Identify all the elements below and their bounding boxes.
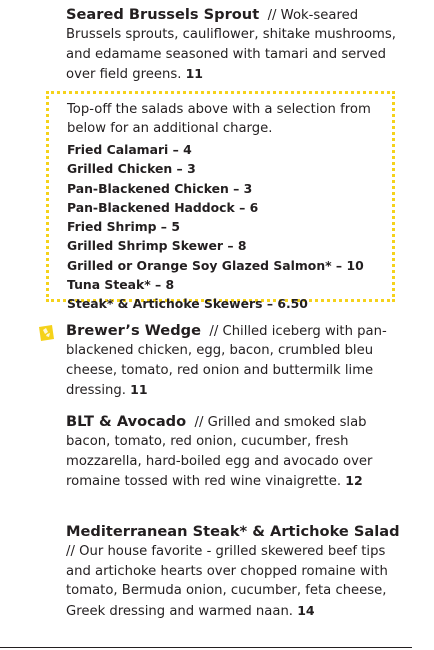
- item-description: Wok-seared Brussels sprouts, cauliflower, shitake mushrooms, and edamame seasoned with tamari and served over field greens.: [66, 8, 396, 83]
- addon-item: Fried Shrimp – 5: [67, 219, 180, 235]
- new-item-badge-icon: [37, 324, 55, 342]
- item-name: Brewer’s Wedge: [66, 322, 201, 339]
- item-description: Chilled iceberg with pan-blackened chicken, egg, bacon, crumbled bleu cheese, tomato, red onion and buttermilk lime dressing.: [66, 324, 387, 399]
- addon-item: Fried Calamari – 4: [67, 142, 192, 157]
- item-separator: //: [194, 415, 204, 430]
- addon-item: Grilled Chicken – 3: [67, 161, 196, 177]
- addon-item: Pan-Blackened Chicken – 3: [67, 180, 253, 196]
- menu-item-blt-avocado: [66, 412, 411, 492]
- menu-item-seared-brussels-sprout: [66, 5, 411, 85]
- item-price: 11: [130, 382, 148, 398]
- item-description: Grilled and smoked slab bacon, tomato, red onion, cucumber, fresh mozzarella, hard-boiled egg and avocado over romaine tossed with red wine vinaigrette.: [66, 415, 373, 490]
- addon-item: Grilled Shrimp Skewer – 8: [67, 238, 247, 254]
- item-separator: //: [267, 8, 277, 23]
- item-separator: //: [66, 544, 75, 560]
- addon-intro: Top-off the salads above with a selection from below for an additional charge.: [67, 102, 371, 137]
- addon-item: Steak* & Artichoke Skewers – 6.50: [67, 296, 308, 312]
- item-price: 12: [345, 473, 363, 489]
- menu-item-brewers-wedge: [66, 321, 411, 401]
- item-name: Seared Brussels Sprout: [66, 6, 260, 23]
- item-name: Mediterranean Steak* & Artichoke Salad: [66, 523, 400, 540]
- item-description: Our house favorite - grilled skewered beef tips and artichoke hearts over chopped romaine with tomato, Bermuda onion, cucumber, feta cheese, Greek dressing and warmed naan.: [66, 544, 388, 619]
- addon-item: Pan-Blackened Haddock – 6: [67, 199, 259, 215]
- item-price: 11: [185, 66, 204, 82]
- item-separator: //: [209, 324, 219, 339]
- bottom-divider: [0, 647, 412, 648]
- addon-list: [67, 140, 364, 314]
- addon-item: Grilled or Orange Soy Glazed Salmon* – 10: [67, 257, 364, 273]
- addon-box: [46, 91, 395, 312]
- item-name: BLT & Avocado: [66, 413, 187, 430]
- item-price: 14: [297, 602, 315, 618]
- menu-item-mediterranean-steak-salad: [66, 522, 411, 621]
- addon-item: Tuna Steak* – 8: [67, 277, 175, 293]
